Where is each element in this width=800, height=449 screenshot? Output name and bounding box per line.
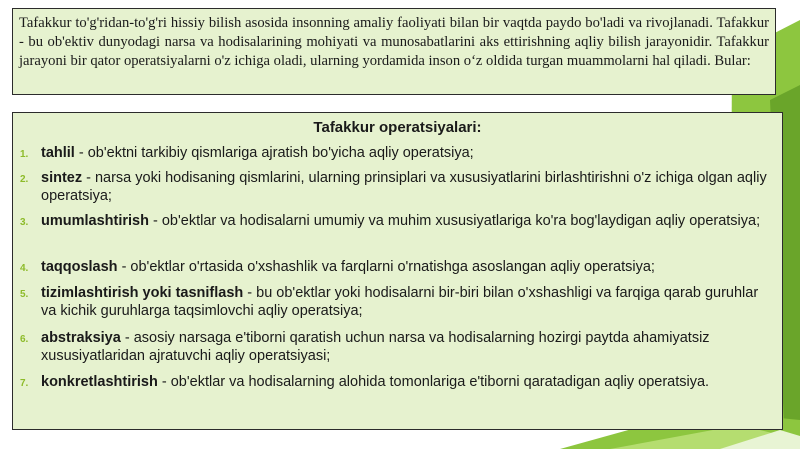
item-description: - ob'ektlar o'rtasida o'xshashlik va farqlarni o'rnatishga asoslangan aqliy operatsiya;: [117, 259, 655, 275]
operations-title: Tafakkur operatsiyalari:: [313, 119, 482, 136]
item-text: [41, 330, 774, 365]
item-term: taqqoslash: [41, 259, 118, 275]
operation-item: [13, 213, 774, 231]
item-number: 1.: [20, 149, 29, 160]
item-description: - ob'ektlar va hodisalarni umumiy va muhim xususiyatlariga ko'ra bog'laydigan aqliy operatsiya;: [148, 213, 761, 229]
operation-item: [13, 374, 774, 392]
item-term: abstraksiya: [41, 330, 121, 346]
item-text: [41, 145, 774, 163]
operation-item: [13, 145, 774, 163]
item-text: [41, 374, 774, 392]
item-term: tahlil: [41, 145, 75, 161]
item-text: [41, 285, 774, 320]
item-term: konkretlashtirish: [41, 374, 158, 390]
item-number: 3.: [20, 217, 29, 228]
item-text: [41, 170, 774, 205]
item-text: [41, 213, 774, 231]
item-number: 7.: [20, 378, 29, 389]
operation-item: [13, 170, 774, 205]
item-term: tizimlashtirish yoki tasniflash: [41, 285, 244, 301]
operations-box: [12, 112, 783, 430]
item-term: sintez: [41, 170, 83, 186]
intro-paragraph: Tafakkur to'g'ridan-to'g'ri hissiy bilish asosida insonning amaliy faoliyati bilan bir vaqtda paydo bo'ladi va rivojlanadi. Tafakkur - bu ob'ektiv dunyodagi narsa va hodisalarining mohiyati va munosabatlarini aks ettirishning aqliy bilish jarayonidir. Tafakkur jarayoni bir qator operatsiyalarni o'z ichiga oladi, ularning yordamida inson o‘z oldida turgan muammolarni hal qiladi. Bular:: [19, 15, 769, 69]
item-description: - ob'ektni tarkibiy qismlariga ajratish bo'yicha aqliy operatsiya;: [74, 145, 474, 161]
item-description: - asosiy narsaga e'tiborni qaratish uchun narsa va hodisalarning hozirgi paytda ahamiyatsiz xususiyatlaridan ajratuvchi aqliy operatsiyasi;: [41, 330, 710, 364]
intro-box: [12, 8, 776, 95]
item-description: - bu ob'ektlar yoki hodisalarni bir-biri bilan o'xshashligi va farqiga qarab guruhlar va kichik guruhlarga taqsimlovchi aqliy operatsiya;: [41, 285, 759, 319]
item-number: 5.: [20, 289, 29, 300]
item-description: - narsa yoki hodisaning qismlarini, ularning prinsiplari va xususiyatlarini birlashtirishni o'z ichiga olgan aqliy operatsiya;: [41, 170, 767, 204]
item-number: 2.: [20, 174, 29, 185]
item-description: - ob'ektlar va hodisalarning alohida tomonlariga e'tiborni qaratadigan aqliy operatsiya.: [157, 374, 710, 390]
item-number: 4.: [20, 263, 29, 274]
item-text: [41, 259, 774, 277]
operation-item: [13, 285, 774, 320]
item-term: umumlashtirish: [41, 213, 149, 229]
operation-item: [13, 259, 774, 277]
item-number: 6.: [20, 334, 29, 345]
operation-item: [13, 330, 774, 365]
